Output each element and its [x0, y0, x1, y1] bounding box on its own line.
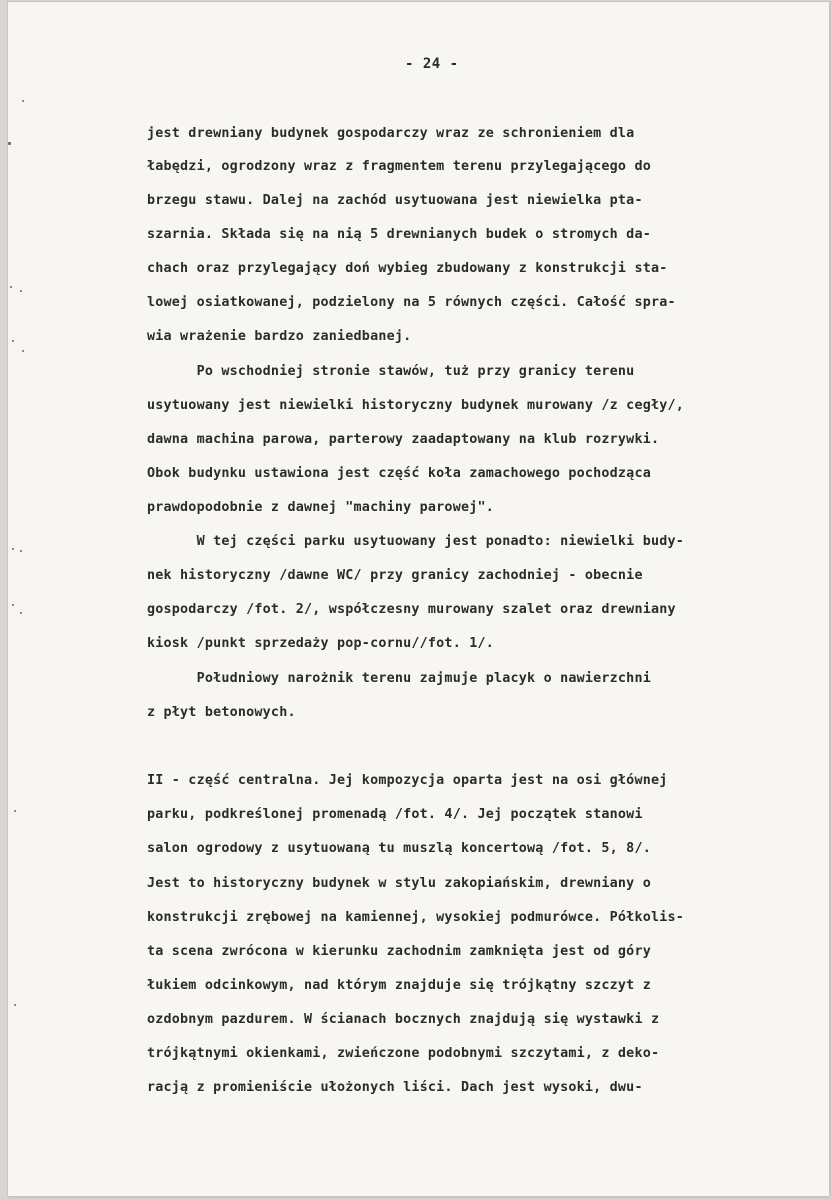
scan-speck	[10, 286, 12, 288]
scan-speck	[14, 810, 16, 812]
text-line: chach oraz przylegający doń wybieg zbudowany z konstrukcji sta-	[147, 261, 668, 276]
text-line: prawdopodobnie z dawnej "machiny parowej".	[147, 500, 494, 515]
text-line: dawna machina parowa, parterowy zaadaptowany na klub rozrywki.	[147, 432, 660, 447]
text-line: nek historyczny /dawne WC/ przy granicy zachodniej - obecnie	[147, 568, 643, 583]
text-line: trójkątnymi okienkami, zwieńczone podobnymi szczytami, z deko-	[147, 1046, 660, 1061]
text-line: II - część centralna. Jej kompozycja oparta jest na osi głównej	[147, 773, 668, 788]
text-line: łukiem odcinkowym, nad którym znajduje się trójkątny szczyt z	[147, 978, 651, 993]
scan-speck	[14, 1004, 16, 1006]
text-line: Południowy narożnik terenu zajmuje placyk o nawierzchni	[147, 671, 651, 686]
text-line: kiosk /punkt sprzedaży pop-cornu//fot. 1/.	[147, 636, 494, 651]
text-line: W tej części parku usytuowany jest ponadto: niewielki budy-	[147, 534, 685, 549]
text-line: ta scena zwrócona w kierunku zachodnim zamknięta jest od góry	[147, 944, 651, 959]
text-line: brzegu stawu. Dalej na zachód usytuowana jest niewielka pta-	[147, 193, 643, 208]
text-line: Obok budynku ustawiona jest część koła zamachowego pochodząca	[147, 466, 651, 481]
scan-speck	[8, 142, 11, 145]
text-line: szarnia. Składa się na nią 5 drewnianych budek o stromych da-	[147, 227, 651, 242]
text-line: z płyt betonowych.	[147, 705, 296, 720]
scan-speck	[12, 604, 14, 606]
scan-speck	[22, 100, 24, 102]
scan-speck	[12, 548, 14, 550]
text-line: wia wrażenie bardzo zaniedbanej.	[147, 329, 412, 344]
text-line: ozdobnym pazdurem. W ścianach bocznych znajdują się wystawki z	[147, 1012, 660, 1027]
text-line: łabędzi, ogrodzony wraz z fragmentem terenu przylegającego do	[147, 159, 651, 174]
scan-speck	[20, 612, 22, 614]
scan-speck	[20, 290, 22, 292]
text-line: racją z promieniście ułożonych liści. Dach jest wysoki, dwu-	[147, 1080, 643, 1095]
text-line: gospodarczy /fot. 2/, współczesny murowany szalet oraz drewniany	[147, 602, 676, 617]
text-line: konstrukcji zrębowej na kamiennej, wysokiej podmurówce. Półkolis-	[147, 910, 685, 925]
scan-speck	[22, 350, 24, 352]
page-number: - 24 -	[405, 56, 459, 72]
text-line: lowej osiatkowanej, podzielony na 5 równych części. Całość spra-	[147, 295, 676, 310]
text-line: Jest to historyczny budynek w stylu zakopiańskim, drewniany o	[147, 876, 651, 891]
scan-speck	[12, 340, 14, 342]
text-line: Po wschodniej stronie stawów, tuż przy granicy terenu	[147, 364, 635, 379]
scan-speck	[20, 550, 22, 552]
text-line: usytuowany jest niewielki historyczny budynek murowany /z cegły/,	[147, 398, 685, 413]
text-line: salon ogrodowy z usytuowaną tu muszlą koncertową /fot. 5, 8/.	[147, 841, 651, 856]
text-line: jest drewniany budynek gospodarczy wraz ze schronieniem dla	[147, 126, 635, 141]
text-line: parku, podkreślonej promenadą /fot. 4/. Jej początek stanowi	[147, 807, 643, 822]
document-page	[8, 2, 829, 1196]
